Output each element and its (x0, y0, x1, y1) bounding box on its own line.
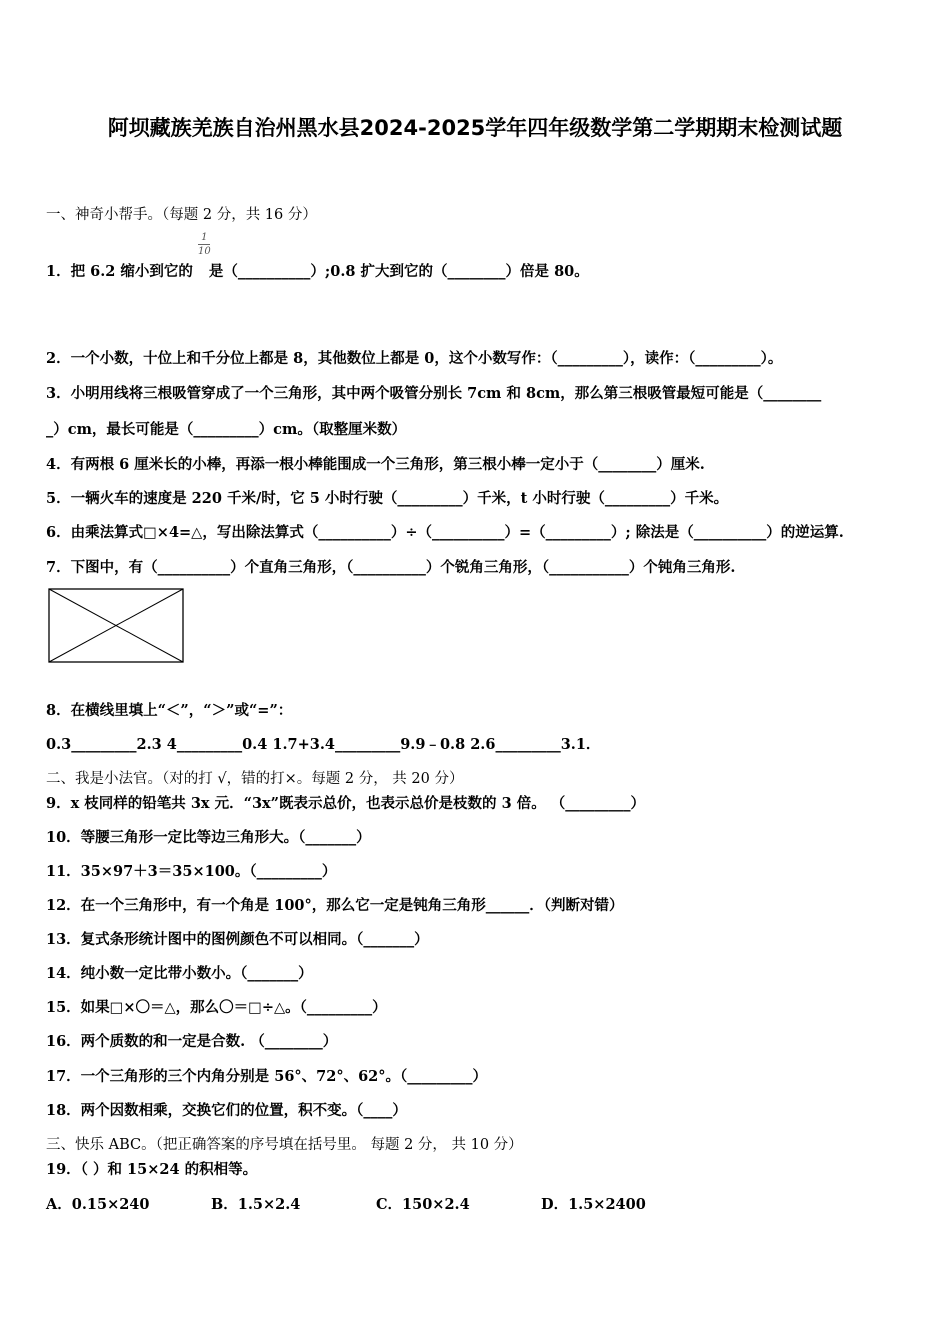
option-c: C．150×2.4 (376, 1196, 470, 1213)
option-d: D．1.5×2400 (541, 1196, 646, 1213)
question-1-part-b: 是（__________）;0.8 扩大到它的（________）倍是 80。 (208, 263, 589, 280)
section-3-heading: 三、快乐 ABC。（把正确答案的序号填在括号里。 每题 2 分， 共 10 分） (46, 1137, 523, 1153)
question-7: 7．下图中，有（__________）个直角三角形，（__________）个锐角三角形，（___________）个钝角三角形. (46, 559, 736, 576)
question-19-options (46, 1193, 646, 1214)
question-12: 12．在一个三角形中，有一个角是 100°，那么它一定是钝角三角形______．（判断对错） (46, 897, 624, 914)
fraction-denominator: 10 (198, 246, 211, 257)
question-3-line-2: _）cm，最长可能是（_________）cm。（取整厘米数） (46, 421, 407, 438)
question-9: 9．x 枝同样的铅笔共 3x 元．“3x”既表示总价，也表示总价是枝数的 3 倍。 （_________） (46, 795, 646, 812)
question-4: 4．有两根 6 厘米长的小棒，再添一根小棒能围成一个三角形，第三根小棒一定小于（________）厘米. (46, 456, 705, 473)
question-17: 17．一个三角形的三个内角分别是 56°、72°、62°。（_________） (46, 1068, 488, 1085)
section-2-heading: 二、我是小法官。（对的打 √，错的打×。每题 2 分， 共 20 分） (46, 771, 464, 787)
fraction-one-tenth (198, 232, 211, 257)
option-b: B．1.5×2.4 (211, 1196, 301, 1213)
question-15: 15．如果□×〇＝△，那么〇＝□÷△。（_________） (46, 999, 387, 1016)
question-13: 13．复式条形统计图中的图例颜色不可以相同。（_______） (46, 931, 429, 948)
fraction-numerator: 1 (201, 232, 208, 243)
question-5: 5．一辆火车的速度是 220 千米/时，它 5 小时行驶（_________）千米，t 小时行驶（_________）千米。 (46, 490, 729, 507)
rectangle-with-diagonals-figure (46, 586, 188, 666)
question-14: 14．纯小数一定比带小数小。（_______） (46, 965, 313, 982)
question-3-line-1: 3．小明用线将三根吸管穿成了一个三角形，其中两个吸管分别长 7cm 和 8cm，那么第三根吸管最短可能是（________ (46, 385, 822, 402)
question-8-items: 0.3_________2.3 4_________0.4 1.7+3.4_________9.9﹣0.8 2.6_________3.1． (46, 736, 601, 753)
question-8: 8．在横线里填上“＜”，“＞”或“=”： (46, 702, 293, 719)
page-title: 阿坝藏族羌族自治州黑水县2024-2025学年四年级数学第二学期期末检测试题 (107, 116, 843, 140)
question-1-part-a: 1．把 6.2 缩小到它的 (46, 263, 193, 280)
question-19: 19．（ ）和 15×24 的积相等。 (46, 1161, 258, 1178)
question-18: 18．两个因数相乘，交换它们的位置，积不变。（____） (46, 1102, 407, 1119)
section-1-heading: 一、神奇小帮手。（每题 2 分，共 16 分） (46, 207, 317, 223)
question-2: 2．一个小数，十位上和千分位上都是 8，其他数位上都是 0，这个小数写作：（_________），读作：（_________）。 (46, 350, 783, 367)
question-1 (46, 260, 589, 281)
question-16: 16．两个质数的和一定是合数. （________） (46, 1033, 338, 1050)
option-a: A．0.15×240 (46, 1196, 150, 1213)
question-6: 6．由乘法算式□×4=△，写出除法算式（__________）÷（__________）=（_________）; 除法是（__________）的逆运算. (46, 524, 844, 541)
question-10: 10．等腰三角形一定比等边三角形大。（_______） (46, 829, 371, 846)
question-11: 11．35×97＋3＝35×100。（_________） (46, 863, 337, 880)
